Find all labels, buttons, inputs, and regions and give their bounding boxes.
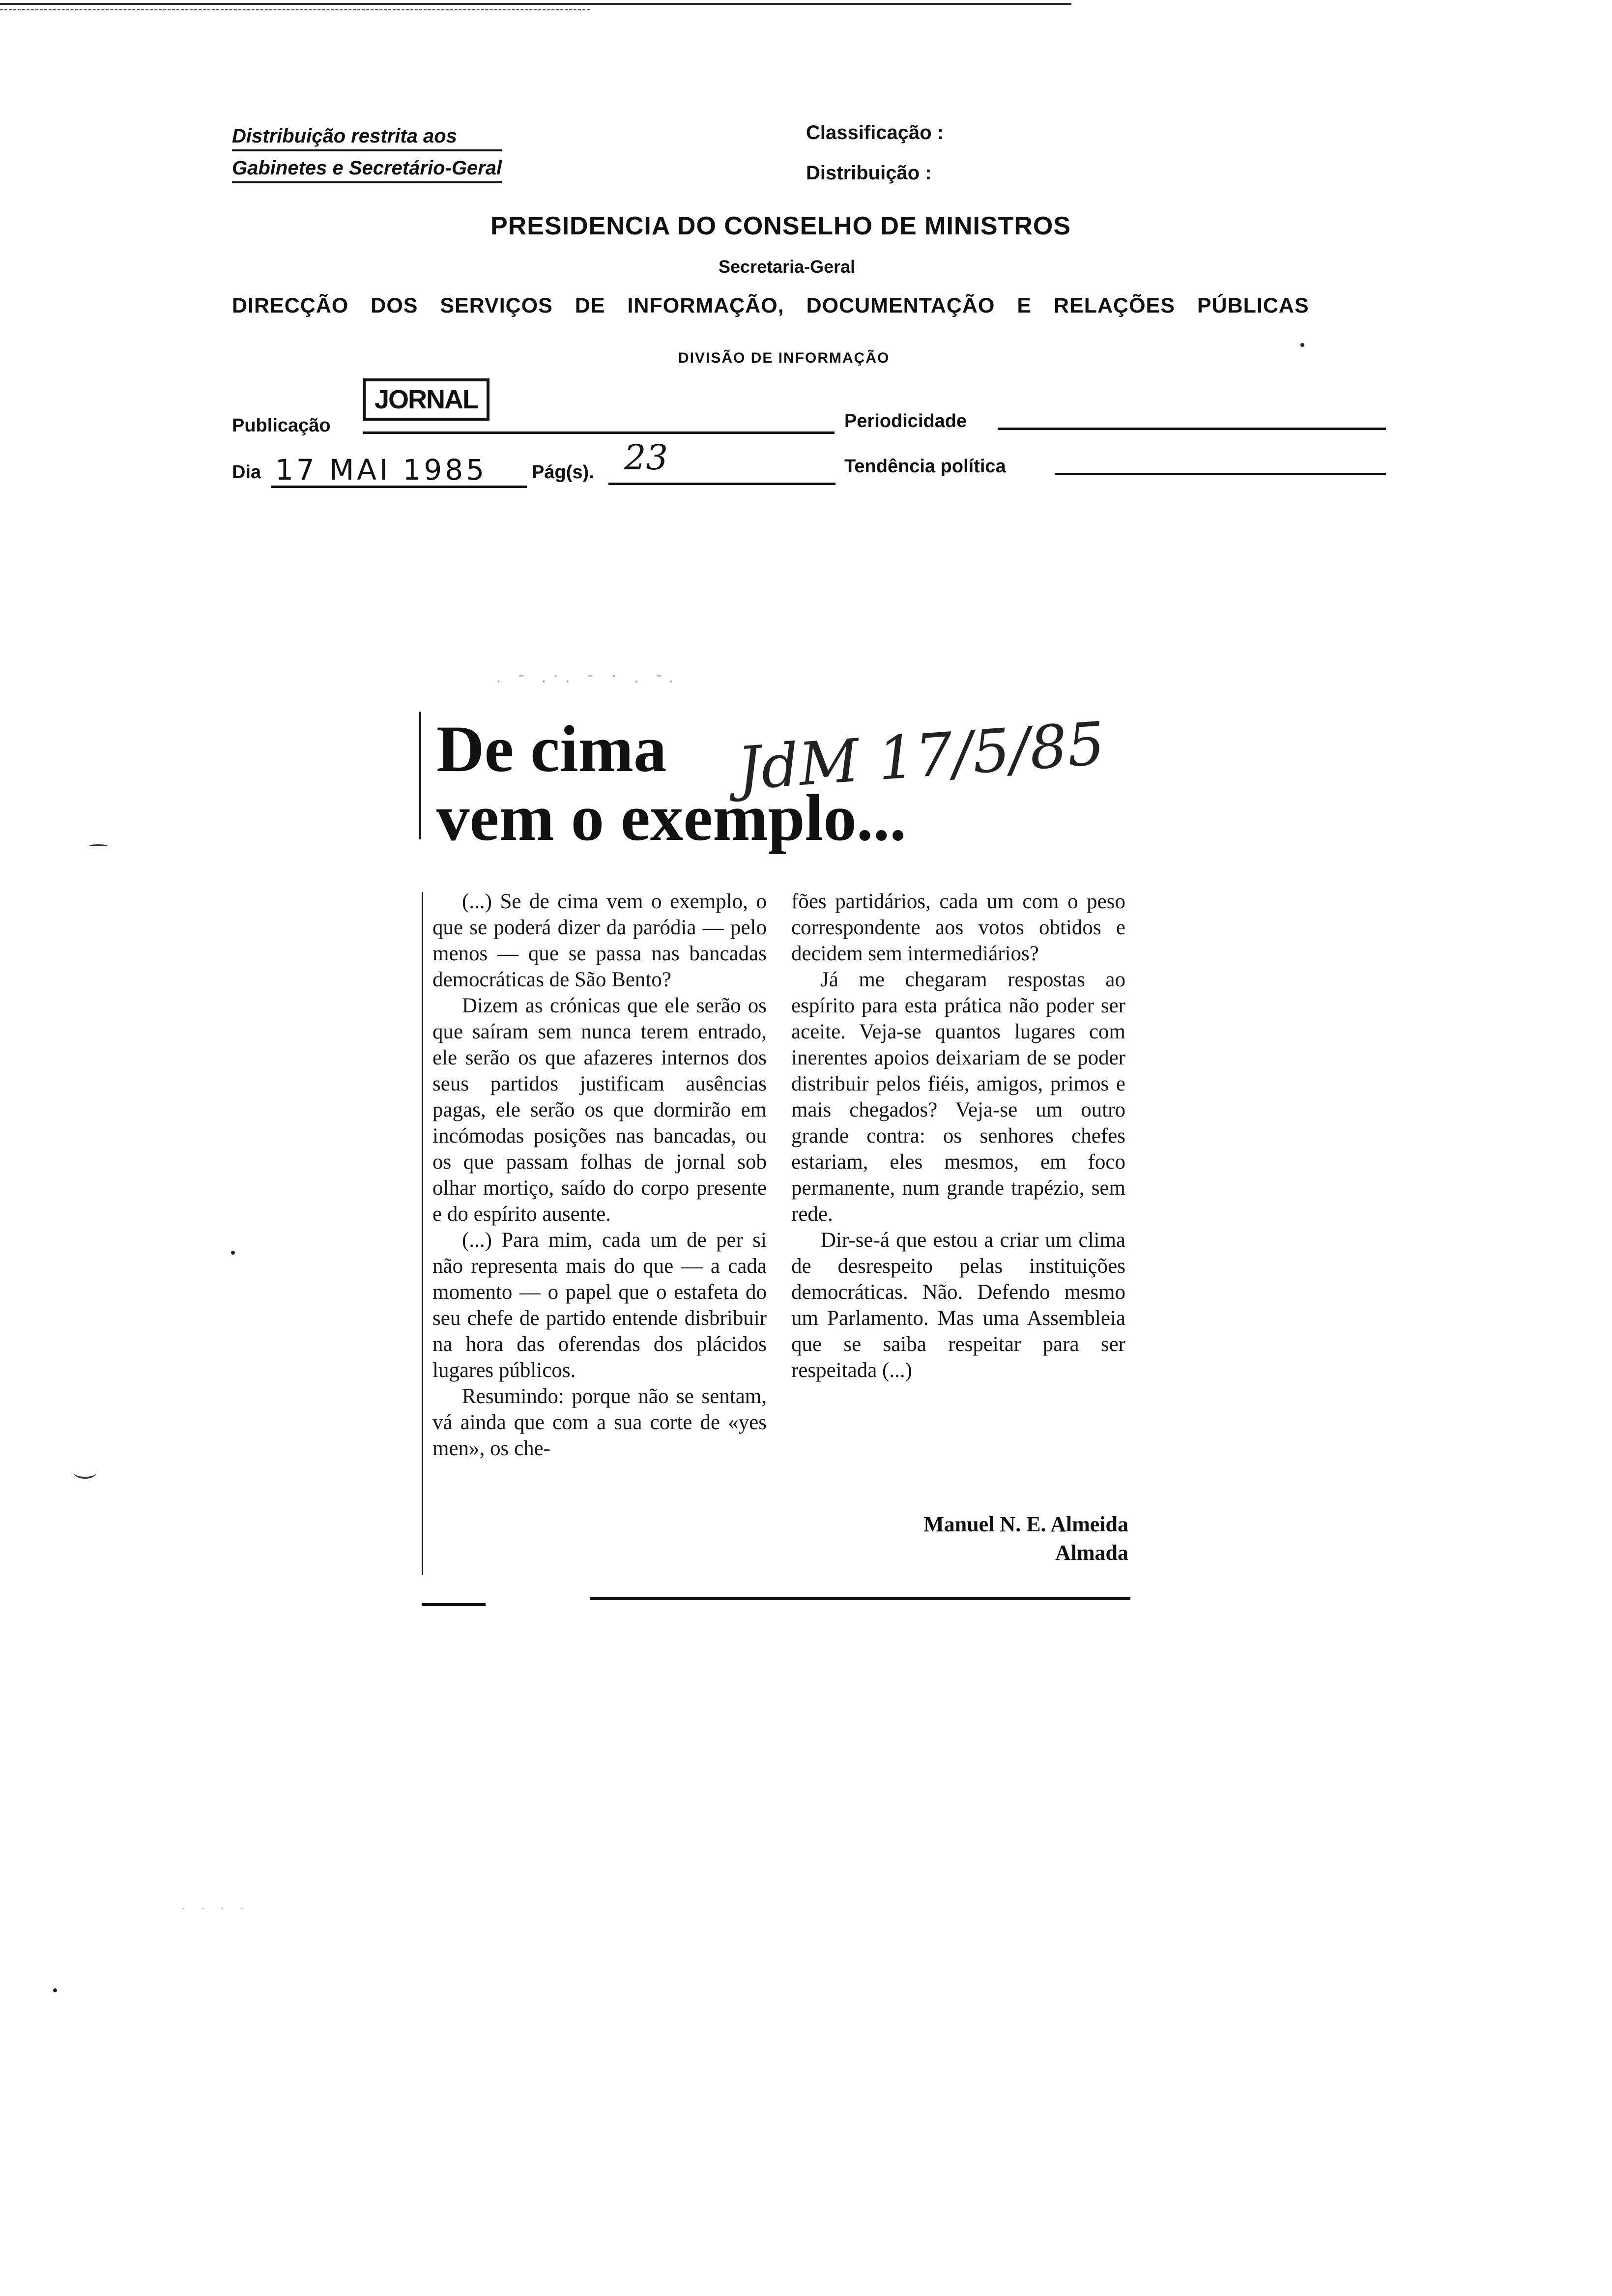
scan-speck xyxy=(74,1467,96,1479)
article-headline-line-1: De cima xyxy=(436,713,667,786)
restricted-distribution xyxy=(232,125,502,189)
pags-label: Pág(s). xyxy=(532,462,594,483)
article-headline-line-2: vem o exemplo... xyxy=(436,781,907,855)
org-title: PRESIDENCIA DO CONSELHO DE MINISTROS xyxy=(490,212,1071,240)
article-location: Almada xyxy=(1055,1541,1128,1565)
publicacao-line xyxy=(363,431,835,434)
article-column-2 xyxy=(791,889,1125,1383)
col1-paragraph-4: Resumindo: porque não se sentam, vá ainda que com a sua corte de «yes men», os che- xyxy=(432,1385,767,1460)
divisao-line: DIVISÃO DE INFORMAÇÃO xyxy=(678,350,890,366)
distribuicao-label: Distribuição : xyxy=(806,162,932,184)
periodicidade-label: Periodicidade xyxy=(844,411,967,431)
bottom-rule-right xyxy=(590,1597,1130,1600)
scan-edge-line xyxy=(0,3,1071,5)
restricted-line-2: Gabinetes e Secretário-Geral xyxy=(232,157,502,183)
col1-paragraph-3: (...) Para mim, cada um de per si não representa mais do que — a cada momento — o papel que o estafeta do seu chefe de partido entende disbribuir na hora das oferendas dos plácidos lugares públicos. xyxy=(432,1229,767,1382)
headline-rule xyxy=(419,712,421,839)
article-author: Manuel N. E. Almeida xyxy=(923,1512,1128,1536)
col1-paragraph-1: (...) Se de cima vem o exemplo, o que se poderá dizer da paródia — pelo menos — que se passa nas bancadas democráticas de São Bento? xyxy=(432,890,767,991)
bottom-rule-left xyxy=(422,1603,486,1606)
col2-paragraph-2: Já me chegaram respostas ao espírito para esta prática não poder ser aceite. Veja-se quantos lugares com inerentes apoios deixariam de se poder distribuir pelos fiéis, amigos, primos e mais chegados? Veja-se um outro grande contra: os senhores chefes estariam, eles mesmos, em foco permanente, num grande trapézio, sem rede. xyxy=(791,968,1125,1226)
col2-paragraph-3: Dir-se-á que estou a criar um clima de desrespeito pelas instituições democráticas. Não. Defendo mesmo um Parlamento. Mas uma Assembleia que se saiba respeitar para ser respeitada (...) xyxy=(791,1229,1125,1382)
scan-dot xyxy=(53,1988,57,1992)
col1-paragraph-2: Dizem as crónicas que ele serão os que saíram sem nunca terem entrado, ele serão os que afazeres internos dos seus partidos justificam ausências pagas, ele serão os que dormirão em incómodas posições nas bancadas, ou os que passam folhas de jornal sob olhar mortiço, saído do corpo presente e do espírito ausente. xyxy=(432,994,767,1226)
dia-value: 17 MAI 1985 xyxy=(275,453,488,487)
scan-edge-dashes xyxy=(0,9,590,11)
publicacao-label: Publicação xyxy=(232,415,331,436)
tendencia-line xyxy=(1055,473,1386,475)
scan-dot xyxy=(1300,343,1304,347)
scan-dot xyxy=(231,1251,235,1255)
scan-speck xyxy=(88,844,108,848)
pags-line xyxy=(608,483,835,485)
dia-line xyxy=(271,486,527,488)
column-left-rule xyxy=(422,892,423,1575)
tendencia-label: Tendência política xyxy=(844,456,1006,477)
org-subtitle: Secretaria-Geral xyxy=(719,257,856,277)
scan-noise-bottom: · · · · xyxy=(182,1902,250,1916)
direccao-line: DIRECÇÃO DOS SERVIÇOS DE INFORMAÇÃO, DOCUMENTAÇÃO E RELAÇÕES PÚBLICAS xyxy=(232,294,1309,317)
scan-noise-top: · ˉ ·˙· ˉ ˙ · ˉ· xyxy=(496,673,679,690)
handwritten-date-note: JdM 17/5/85 xyxy=(735,710,1107,804)
pags-value: 23 xyxy=(624,437,668,478)
article-column-1 xyxy=(432,889,767,1462)
restricted-line-1: Distribuição restrita aos xyxy=(232,125,502,151)
classificacao-label: Classificação : xyxy=(806,122,944,144)
col2-paragraph-1: fões partidários, cada um com o peso correspondente aos votos obtidos e decidem sem intermediários? xyxy=(791,890,1125,965)
dia-label: Dia xyxy=(232,462,261,483)
periodicidade-line xyxy=(998,428,1386,430)
publicacao-value: JORNAL xyxy=(363,378,489,421)
